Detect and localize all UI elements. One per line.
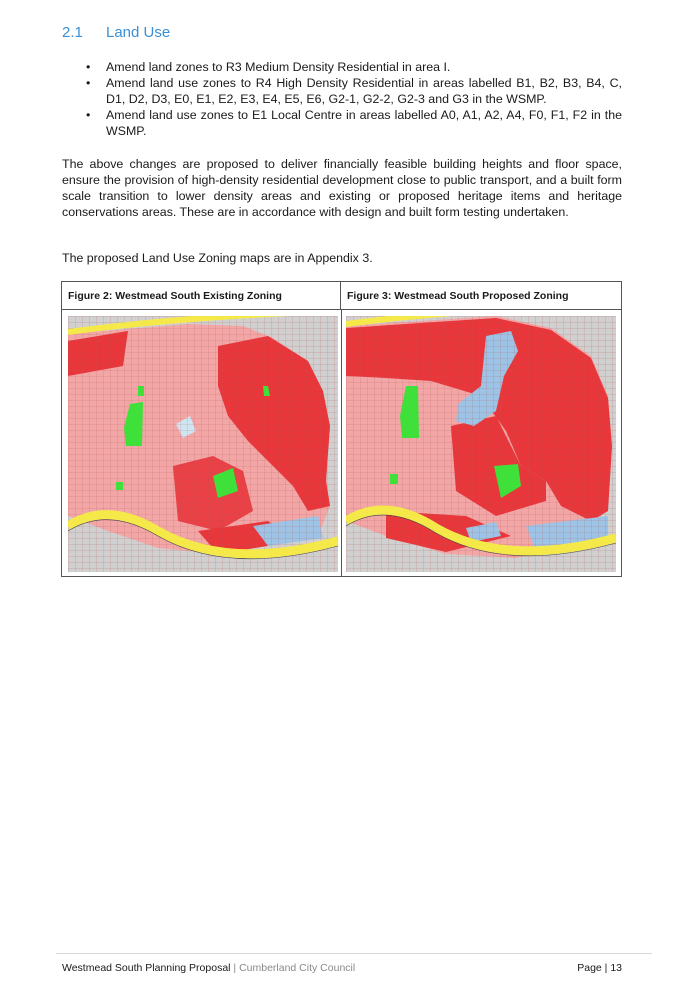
table-divider bbox=[341, 310, 342, 576]
body-paragraph: The above changes are proposed to deliver financially feasible building heights and floor space, ensure the provision of high-density residential development close to public transport, and a built form scale transition to lower density areas and existing or proposed heritage items and heritage conservations areas. These are in accordance with design and built form testing undertaken. bbox=[62, 157, 622, 219]
existing-zoning-map bbox=[68, 316, 338, 572]
bullet-list bbox=[62, 59, 622, 139]
section-number: 2.1 bbox=[62, 24, 83, 41]
list-item: • Amend land zones to R3 Medium Density Residential in area I. bbox=[86, 60, 451, 74]
section-title: Land Use bbox=[106, 24, 171, 41]
bullet-icon: • bbox=[86, 108, 91, 122]
recreation-zone bbox=[116, 482, 123, 490]
bullet-icon: • bbox=[86, 76, 91, 90]
page-number: Page | 13 bbox=[577, 962, 622, 974]
recreation-zone bbox=[138, 386, 144, 396]
page-footer bbox=[62, 962, 622, 974]
body-paragraph-appendix: The proposed Land Use Zoning maps are in Appendix 3. bbox=[62, 251, 373, 265]
footer-doc-title: Westmead South Planning Proposal bbox=[62, 962, 231, 974]
figure-3-caption: Figure 3: Westmead South Proposed Zoning bbox=[341, 282, 621, 310]
footer-council: Cumberland City Council bbox=[239, 962, 356, 974]
footer-separator: | bbox=[230, 962, 240, 974]
proposed-zoning-map bbox=[346, 316, 616, 572]
section-heading bbox=[62, 24, 170, 41]
bullet-icon: • bbox=[86, 60, 91, 74]
figure-table bbox=[61, 281, 622, 577]
list-item: • Amend land use zones to R4 High Density Residential in areas labelled B1, B2, B3, B4, C, D1, D2, D3, E0, E1, E2, E3, E4, E5, E6, G2-1, G2-2, G2-3 and G3 in the WSMP. bbox=[86, 76, 622, 106]
figure-2-caption: Figure 2: Westmead South Existing Zoning bbox=[62, 282, 341, 310]
list-item: • Amend land use zones to E1 Local Centre in areas labelled A0, A1, A2, A4, F0, F1, F2 in the WSMP. bbox=[86, 108, 622, 138]
footer-divider bbox=[56, 953, 652, 954]
recreation-zone bbox=[390, 474, 398, 484]
